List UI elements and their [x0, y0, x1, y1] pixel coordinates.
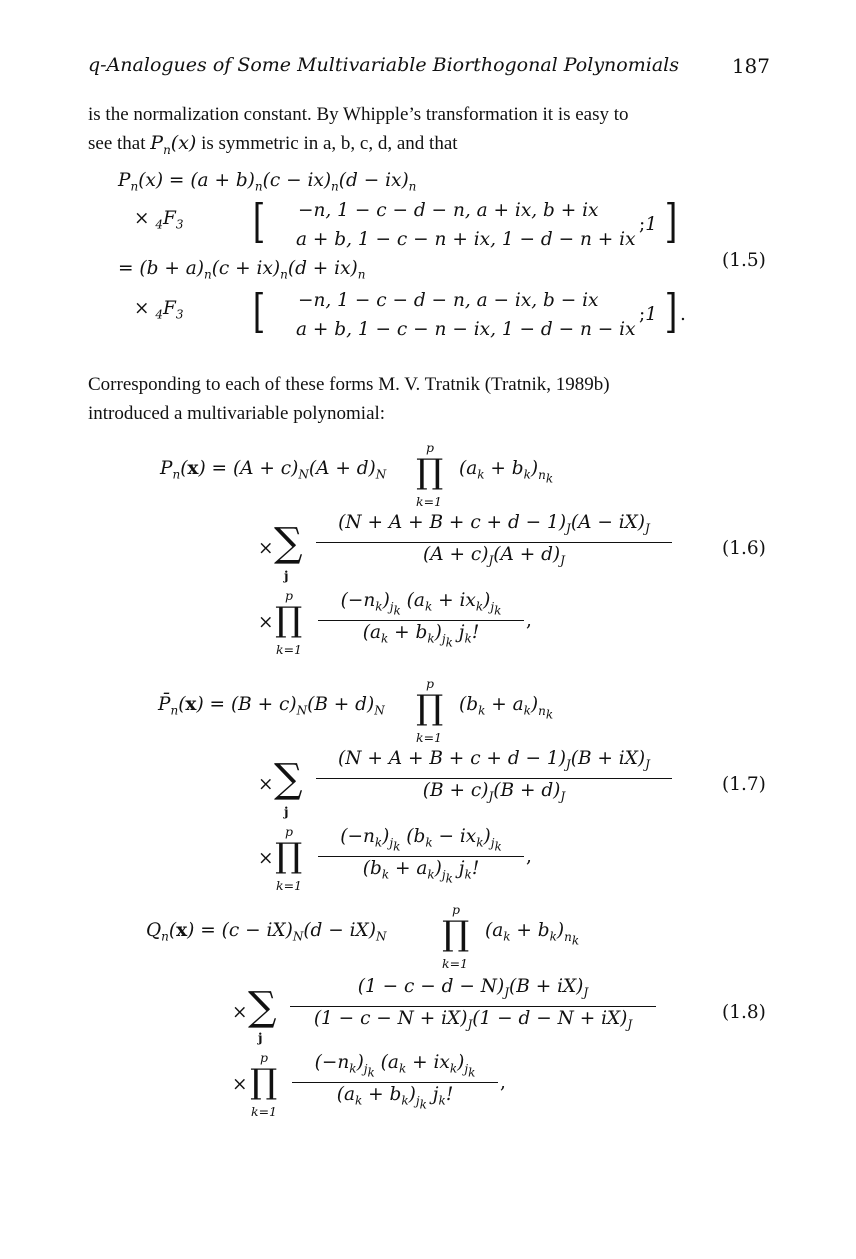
product-symbol: ∏: [275, 600, 303, 640]
sum-symbol: ∑: [274, 520, 303, 566]
equation-number: (1.7): [722, 774, 766, 795]
middle-paragraph: [88, 370, 770, 428]
eq-1-5-hyper-num: −n, 1 − c − d − n, a + ix, b + ix: [298, 200, 599, 221]
intro-paragraph: [88, 100, 770, 165]
product-symbol: ∏: [250, 1062, 278, 1102]
eq-1-5-hyper-den: a + b, 1 − c − n + ix, 1 − d − n + ix: [296, 229, 636, 250]
right-bracket: ]: [664, 194, 678, 248]
intro-line-1: is the normalization constant. By Whipple’s transformation it is easy to: [88, 104, 629, 125]
eq-1-8-line-1: $Q_n(x) = (c - iX)_N(d - iX)_N$: [146, 920, 387, 944]
equation-number: (1.6): [722, 538, 766, 559]
document-page: q-Analogues of Some Multivariable Biorthogonal Polynomials 187 is the normalization constant. By Whipple’s transformation it is easy to see that $P_n(x)$ is symmetric in a, b, c, d, and that $P_n(x) = (a + b)_n(c - ix)_n(d - ix)_n$ × $_4F_3$ [ −n, 1 − c − d − n, a + ix, b + ix a + b, 1 − c − n + ix, 1 − d − n + ix ;1 ] = $(b + a)_n(c + ix)_n(d + ix)_n$ × $_4F_3$ [ −n, 1 − c − d − n, a − ix, b − ix a + b, 1 − c − n − ix, 1 − d − n − ix ;1 ] . (1.5) Corresponding to each of these forms M. V. Tratnik (Tratnik, 1989b) introduced a multivariable polynomial: p $P_n(x) = (A + c)_N(A + d)_N$ ∏ $(a_k + b_k)_{n_k}$ k=1 × ∑ j $(N + A + B + c + d - 1)_J(A - iX)_J$ $(A + c)_J(A + d)_J$ (1.6) p × ∏ k=1 $(-n_k)_{j_k}$ $(a_k + ix_k)_{j_k}$ $(a_k + b_k)_{j_k}$ $j_k$! , p $P̄_n(x) = (B + c)_N(B + d)_N$ ∏ $(b_k + a_k)_{n_k}$ k=1 × ∑ j $(N + A + B + c + d - 1)_J(B + iX)_J$ $(B + c)_J(B + d)_J$ (1.7) p × ∏ k=1 $(-n_k)_{j_k}$ $(b_k - ix_k)_{j_k}$ $(b_k + a_k)_{j_k}$ $j_k$! , p $Q_n(x) = (c - iX)_N(d - iX)_N$ ∏ $(a_k + b_k)_{n_k}$ k=1 × ∑ j $(1 - c - d - N)_J(B + iX)_J$ $(1 - c - N + iX)_J(1 - d - N + iX)_J$ (1.8) p × ∏ k=1 $(-n_k)_{j_k}$ $(a_k + ix_k)_{j_k}$ $(a_k + b_k)_{j_k}$ $j_k$! ,: [88, 54, 770, 1119]
eq-1-5-line-2: × $_4F_3$: [134, 208, 184, 232]
intro-line-2: see that $P_n(x)$ is symmetric in a, b, c, d, and that: [88, 132, 458, 157]
product-symbol: ∏: [416, 688, 444, 728]
eq-1-7-line-1: $P̄_n(x) = (B + c)_N(B + d)_N$: [158, 694, 385, 718]
eq-1-5-arg: ;1: [639, 214, 658, 235]
middle-line-1: Corresponding to each of these forms M. V. Tratnik (Tratnik, 1989b): [88, 374, 610, 395]
sum-symbol: ∑: [274, 756, 303, 802]
product-symbol: ∏: [416, 452, 444, 492]
page-header: [88, 54, 770, 82]
eq-1-5-line-1: $P_n(x) = (a + b)_n(c - ix)_n(d - ix)_n$: [118, 170, 417, 194]
product-symbol: ∏: [442, 914, 470, 954]
left-bracket: [: [252, 284, 266, 338]
equation-number: (1.8): [722, 1002, 766, 1023]
eq-1-5-line-4: × $_4F_3$: [134, 298, 184, 322]
eq-1-6-line-1: $P_n(x) = (A + c)_N(A + d)_N$: [160, 458, 387, 482]
sum-symbol: ∑: [248, 984, 277, 1030]
eq-1-5-hyper-den-2: a + b, 1 − c − n − ix, 1 − d − n − ix: [296, 319, 636, 340]
running-title: q-Analogues of Some Multivariable Biorthogonal Polynomials: [88, 54, 679, 76]
eq-1-5-hyper-num-2: −n, 1 − c − d − n, a − ix, b − ix: [298, 290, 599, 311]
product-symbol: ∏: [275, 836, 303, 876]
middle-line-2: introduced a multivariable polynomial:: [88, 403, 386, 424]
page-number: 187: [731, 54, 770, 78]
eq-1-5-arg-2: ;1: [639, 304, 658, 325]
eq-1-5-line-3: = $(b + a)_n(c + ix)_n(d + ix)_n$: [118, 258, 366, 282]
left-bracket: [: [252, 194, 266, 248]
right-bracket: ]: [664, 284, 678, 338]
equation-number: (1.5): [722, 250, 766, 271]
